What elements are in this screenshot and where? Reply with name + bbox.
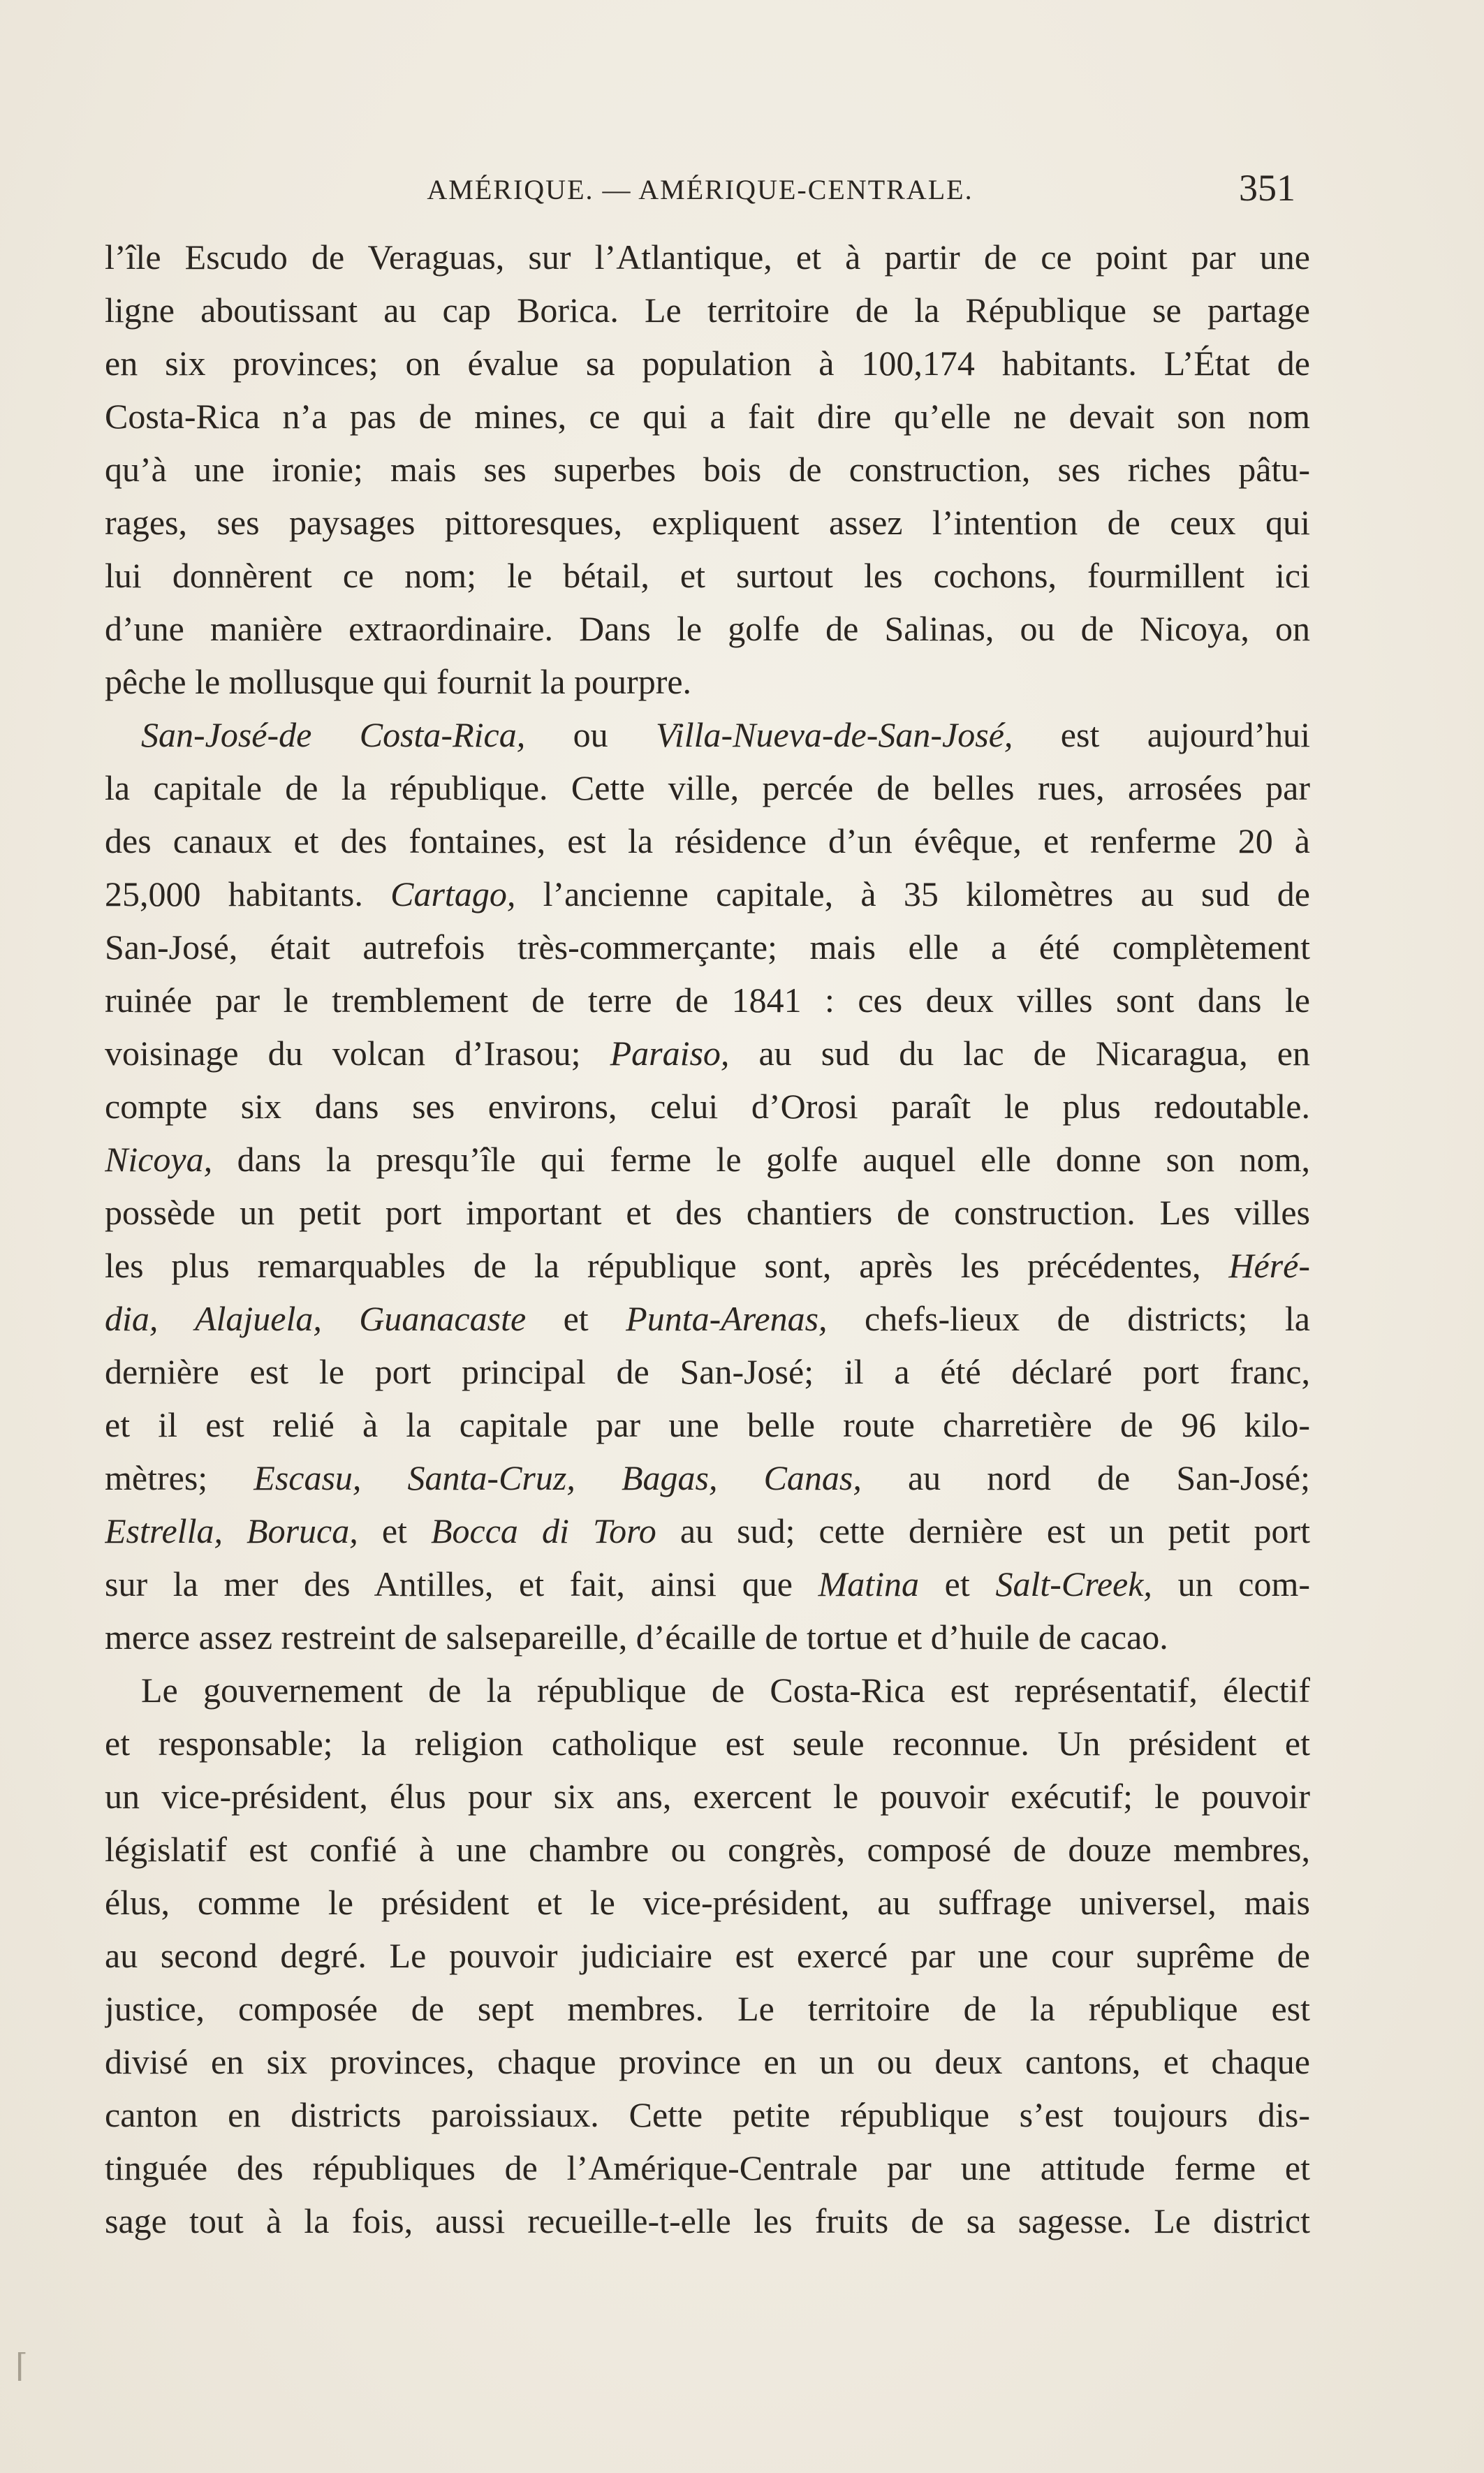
text-span: au sud; cette dernière est un petit port (656, 1511, 1310, 1550)
text-line: la capitale de la république. Cette ville, percée de belles rues, arrosées par (105, 768, 1310, 807)
text-line (105, 867, 1310, 920)
place-name: Cartago, (390, 874, 516, 913)
text-line (105, 1027, 1310, 1080)
text-line: qu’à une ironie; mais ses superbes bois de construction, ses riches pâtu- (105, 450, 1310, 489)
text-line: un vice-président, élus pour six ans, exercent le pouvoir exécutif; le pouvoir (105, 1777, 1310, 1816)
text-span: sur la mer des Antilles, et fait, ainsi que (105, 1564, 818, 1604)
place-name: Salt-Creek, (995, 1564, 1152, 1604)
text-span: l’ancienne capitale, à 35 kilomètres au sud de (515, 874, 1310, 913)
text-line: Costa-Rica n’a pas de mines, ce qui a fait dire qu’elle ne devait son nom (105, 397, 1310, 436)
text-span: est aujourd’hui (1013, 715, 1310, 754)
text-line (105, 1504, 1310, 1557)
place-name: Héré- (1228, 1246, 1310, 1285)
text-span: et (358, 1511, 431, 1550)
text-span: un com- (1152, 1564, 1310, 1604)
place-name: Matina (818, 1564, 919, 1604)
text-line: Le gouvernement de la république de Costa-Rica est représentatif, électif (141, 1671, 1310, 1710)
text-line: ligne aboutissant au cap Borica. Le territoire de la République se partage (105, 291, 1310, 330)
text-line: élus, comme le président et le vice-président, au suffrage universel, mais (105, 1883, 1310, 1922)
text-line: au second degré. Le pouvoir judiciaire est exercé par une cour suprême de (105, 1936, 1310, 1975)
running-title: AMÉRIQUE. — AMÉRIQUE-CENTRALE. (427, 174, 974, 205)
text-line: divisé en six provinces, chaque province en un ou deux cantons, et chaque (105, 2042, 1310, 2081)
text-span: voisinage du volcan d’Irasou; (105, 1034, 610, 1073)
text-line: sage tout à la fois, aussi recueille-t-elle les fruits de sa sagesse. Le district (105, 2201, 1310, 2240)
text-line (105, 1292, 1310, 1345)
text-line: justice, composée de sept membres. Le territoire de la république est (105, 1989, 1310, 2028)
text-line: canton en districts paroissiaux. Cette petite république s’est toujours dis- (105, 2095, 1310, 2134)
place-name: Bocca di Toro (430, 1511, 656, 1550)
text-line: l’île Escudo de Veraguas, sur l’Atlantique, et à partir de ce point par une (105, 237, 1310, 277)
place-name: Villa-Nueva-de-San-José, (656, 715, 1013, 754)
text-span: 25,000 habitants. (105, 874, 391, 913)
text-line: dernière est le port principal de San-José; il a été déclaré port franc, (105, 1352, 1310, 1391)
text-span: chefs-lieux de districts; la (827, 1299, 1310, 1338)
page-number: 351 (1239, 167, 1295, 209)
text-line: rages, ses paysages pittoresques, expliquent assez l’intention de ceux qui (105, 503, 1310, 542)
place-name: Nicoya, (105, 1140, 213, 1179)
text-line: législatif est confié à une chambre ou congrès, composé de douze membres, (105, 1830, 1310, 1869)
text-line (105, 708, 1310, 761)
body-text (105, 230, 1310, 2247)
text-line: en six provinces; on évalue sa population à 100,174 habitants. L’État de (105, 344, 1310, 383)
text-span: mètres; (105, 1458, 254, 1497)
text-line: San-José, était autrefois très-commerçante; mais elle a été complètement (105, 927, 1310, 967)
text-line (105, 1239, 1310, 1292)
text-line: lui donnèrent ce nom; le bétail, et surtout les cochons, fourmillent ici (105, 556, 1310, 595)
running-head (105, 166, 1295, 208)
place-name: Punta-Arenas, (626, 1299, 828, 1338)
place-name: San-José-de Costa-Rica, (141, 715, 526, 754)
margin-mark: ⌈ (15, 2348, 28, 2384)
place-name: Paraiso, (610, 1034, 730, 1073)
text-line (105, 1133, 1310, 1186)
place-name: Escasu, Santa-Cruz, Bagas, Canas, (254, 1458, 862, 1497)
text-line: d’une manière extraordinaire. Dans le golfe de Salinas, ou de Nicoya, on (105, 609, 1310, 648)
place-name: Estrella, Boruca, (105, 1511, 358, 1550)
text-line: ruinée par le tremblement de terre de 1841 : ces deux villes sont dans le (105, 981, 1310, 1020)
place-name: dia, Alajuela, Guanacaste (105, 1299, 527, 1338)
text-line (105, 1557, 1310, 1610)
text-line: tinguée des républiques de l’Amérique-Centrale par une attitude ferme et (105, 2148, 1310, 2187)
text-span: et (919, 1564, 996, 1604)
text-span: au nord de San-José; (861, 1458, 1310, 1497)
text-line: pêche le mollusque qui fournit la pourpre. (105, 662, 692, 701)
text-line: possède un petit port important et des chantiers de construction. Les villes (105, 1193, 1310, 1232)
text-line: des canaux et des fontaines, est la résidence d’un évêque, et renferme 20 à (105, 821, 1310, 860)
text-line (105, 1451, 1310, 1504)
text-span: au sud du lac de Nicaragua, en (729, 1034, 1310, 1073)
text-line: merce assez restreint de salsepareille, d’écaille de tortue et d’huile de cacao. (105, 1617, 1168, 1657)
text-span: et (526, 1299, 626, 1338)
text-line: et responsable; la religion catholique est seule reconnue. Un président et (105, 1724, 1310, 1763)
text-span: les plus remarquables de la république sont, après les précédentes, (105, 1246, 1229, 1285)
text-span: ou (525, 715, 656, 754)
text-line: et il est relié à la capitale par une belle route charretière de 96 kilo- (105, 1405, 1310, 1444)
text-span: dans la presqu’île qui ferme le golfe auquel elle donne son nom, (212, 1140, 1310, 1179)
text-line: compte six dans ses environs, celui d’Orosi paraît le plus redoutable. (105, 1087, 1310, 1126)
